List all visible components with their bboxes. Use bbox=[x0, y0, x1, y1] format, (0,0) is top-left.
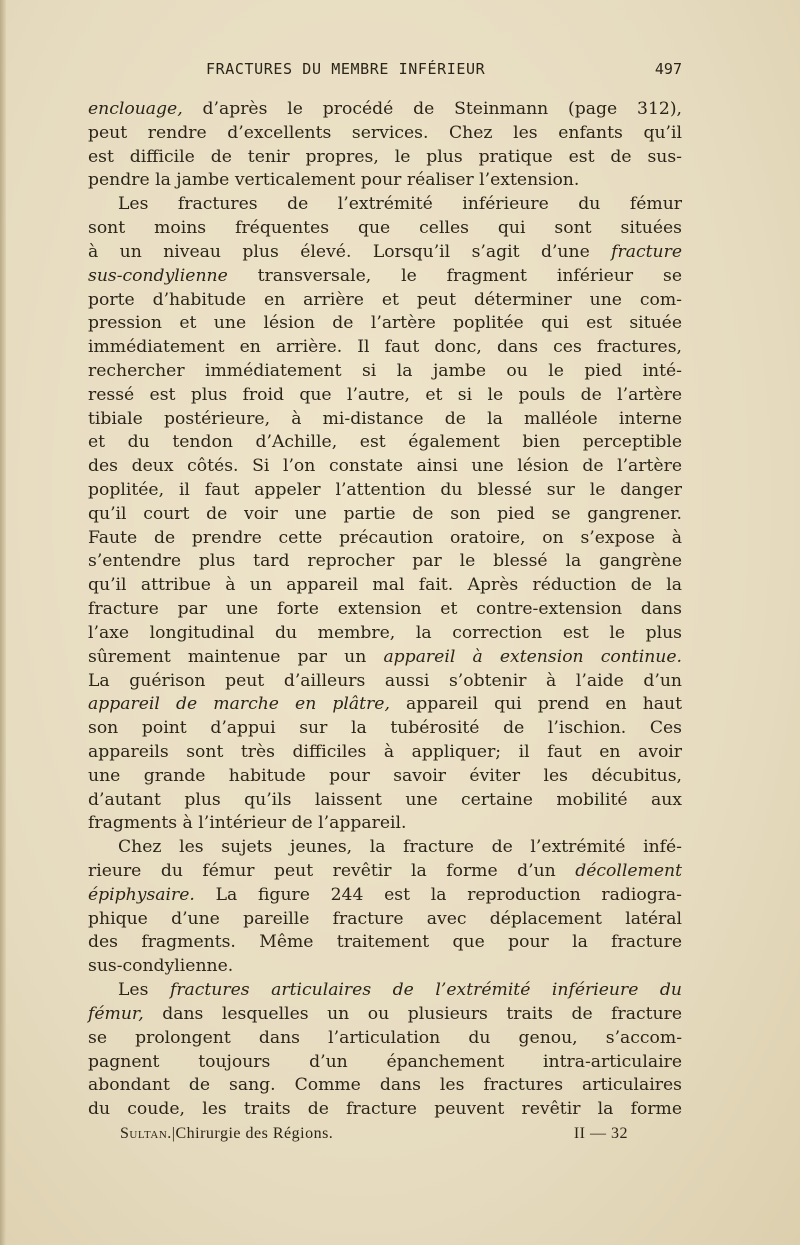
text-run: s’entendre plus tard reprocher par le blessé la gangrène bbox=[88, 551, 682, 572]
italic-text: enclouage, bbox=[88, 99, 183, 119]
text-line bbox=[88, 122, 682, 146]
footer-signature bbox=[574, 1125, 628, 1143]
text-run: appareils sont très difficiles à appliquer; il faut en avoir bbox=[88, 741, 682, 762]
text-run: l’axe longitudinal du membre, la correction est le plus bbox=[88, 622, 682, 643]
text-line bbox=[88, 503, 682, 527]
text-run: à un niveau plus élevé. Lorsqu’il s’agit d’une bbox=[88, 241, 612, 262]
text-line bbox=[88, 931, 682, 955]
text-run: Faute de prendre cette précaution oratoire, on s’expose à bbox=[88, 527, 682, 548]
text-line bbox=[88, 646, 682, 670]
text-line bbox=[88, 908, 682, 932]
text-run: appareil qui prend en haut bbox=[389, 694, 683, 715]
text-line bbox=[88, 622, 682, 646]
text-run: pagnent toujours d’un épanchement intra-articulaire bbox=[88, 1051, 682, 1072]
text-line bbox=[88, 527, 682, 551]
text-run: une grande habitude pour savoir éviter les décubitus, bbox=[88, 765, 682, 786]
text-line bbox=[88, 884, 682, 908]
text-run: se prolongent dans l’articulation du genou, s’accom- bbox=[88, 1027, 682, 1048]
text-line bbox=[88, 1003, 682, 1027]
text-line bbox=[88, 169, 682, 193]
text-line bbox=[88, 384, 682, 408]
text-run: est difficile de tenir propres, le plus pratique est de sus- bbox=[88, 146, 682, 167]
text-run: sont moins fréquentes que celles qui sont situées bbox=[88, 218, 682, 239]
italic-text: sus-condylienne bbox=[88, 265, 228, 286]
text-run: rieure du fémur peut revêtir la forme d’un bbox=[88, 861, 576, 881]
text-line bbox=[88, 360, 682, 384]
text-run: dans lesquelles un ou plusieurs traits de fracture bbox=[143, 1003, 682, 1024]
text-line bbox=[88, 98, 682, 122]
text-run: porte d’habitude en arrière et peut déterminer une com- bbox=[88, 289, 682, 310]
text-line bbox=[88, 289, 682, 313]
text-line bbox=[88, 479, 682, 503]
text-line bbox=[88, 241, 682, 265]
text-line bbox=[88, 217, 682, 241]
text-run: transversale, le fragment inférieur se bbox=[227, 265, 682, 286]
text-line bbox=[88, 789, 682, 813]
text-line bbox=[88, 550, 682, 574]
footer-citation: Sultan.|Chirurgie des Régions. bbox=[120, 1125, 334, 1142]
footer-author: Sultan. bbox=[120, 1125, 172, 1142]
text-line bbox=[88, 860, 682, 884]
italic-text: fracture bbox=[611, 241, 682, 262]
text-line bbox=[88, 431, 682, 455]
running-title: FRACTURES DU MEMBRE INFÉRIEUR bbox=[206, 60, 486, 78]
text-run: phique d’une pareille fracture avec déplacement latéral bbox=[88, 908, 682, 929]
page-footer bbox=[120, 1125, 628, 1149]
text-line bbox=[88, 1098, 682, 1122]
text-line bbox=[88, 741, 682, 765]
text-line bbox=[88, 193, 682, 217]
text-run: La guérison peut d’ailleurs aussi s’obtenir à l’aide d’un bbox=[88, 670, 682, 691]
text-line bbox=[88, 812, 682, 836]
text-line bbox=[88, 265, 682, 289]
text-line bbox=[88, 693, 682, 717]
text-line bbox=[88, 574, 682, 598]
text-line bbox=[88, 312, 682, 336]
text-run: Les bbox=[118, 980, 170, 1001]
text-run: qu’il attribue à un appareil mal fait. Après réduction de la bbox=[88, 575, 682, 596]
italic-text: fractures articulaires de l’extrémité inférieure du bbox=[169, 980, 682, 1001]
text-run: des fragments. Même traitement que pour la fracture bbox=[88, 932, 682, 953]
footer-book: Chirurgie des Régions. bbox=[175, 1125, 334, 1142]
text-line bbox=[88, 979, 682, 1003]
text-line bbox=[88, 717, 682, 741]
text-run: peut rendre d’excellents services. Chez les enfants qu’il bbox=[88, 122, 682, 143]
text-run: La figure 244 est la reproduction radiogra- bbox=[194, 884, 682, 905]
text-run: des deux côtés. Si l’on constate ainsi une lésion de l’artère bbox=[88, 456, 682, 477]
text-line bbox=[88, 455, 682, 479]
italic-text: épiphysaire. bbox=[88, 884, 195, 905]
text-run: immédiatement en arrière. Il faut donc, dans ces fractures, bbox=[88, 337, 682, 358]
page-edge bbox=[0, 0, 6, 1245]
text-run: du coude, les traits de fracture peuvent revêtir la forme bbox=[88, 1099, 682, 1120]
italic-text: appareil à extension continue. bbox=[383, 646, 682, 667]
body-text bbox=[88, 98, 682, 1122]
text-run: fragments à l’intérieur de l’appareil. bbox=[88, 813, 407, 834]
text-run: rechercher immédiatement si la jambe ou le pied inté- bbox=[88, 360, 682, 381]
italic-text: appareil de marche en plâtre, bbox=[88, 694, 390, 715]
text-line bbox=[88, 955, 682, 979]
text-line bbox=[88, 1027, 682, 1051]
footer-volume: II bbox=[573, 1125, 586, 1142]
text-line bbox=[88, 598, 682, 622]
text-line bbox=[88, 765, 682, 789]
text-run: pendre la jambe verticalement pour réaliser l’extension. bbox=[88, 170, 580, 191]
text-run: ressé est plus froid que l’autre, et si le pouls de l’artère bbox=[88, 384, 682, 405]
italic-text: décollement bbox=[575, 861, 682, 881]
text-run: pression et une lésion de l’artère poplitée qui est située bbox=[88, 313, 682, 334]
text-run: sûrement maintenue par un bbox=[88, 646, 384, 667]
text-run: tibiale postérieure, à mi-distance de la malléole interne bbox=[88, 408, 682, 429]
text-run: abondant de sang. Comme dans les fractures articulaires bbox=[88, 1075, 682, 1096]
text-line bbox=[88, 1051, 682, 1075]
text-run: d’après le procédé de Steinmann (page 312), bbox=[182, 99, 682, 119]
text-line bbox=[88, 146, 682, 170]
page-header bbox=[88, 60, 682, 84]
text-run: qu’il court de voir une partie de son pied se gangrener. bbox=[88, 503, 682, 524]
footer-dash: — bbox=[590, 1125, 607, 1142]
text-line bbox=[88, 408, 682, 432]
text-run: et du tendon d’Achille, est également bien perceptible bbox=[88, 432, 682, 453]
text-run: Les fractures de l’extrémité inférieure du fémur bbox=[118, 194, 682, 215]
text-line bbox=[88, 1074, 682, 1098]
text-run: fracture par une forte extension et contre-extension dans bbox=[88, 599, 682, 620]
text-run: Chez les sujets jeunes, la fracture de l’extrémité infé- bbox=[118, 837, 682, 858]
text-line bbox=[88, 336, 682, 360]
page-number: 497 bbox=[654, 60, 682, 78]
footer-sheet: 32 bbox=[611, 1125, 628, 1142]
text-run: d’autant plus qu’ils laissent une certaine mobilité aux bbox=[88, 789, 682, 810]
italic-text: fémur, bbox=[88, 1003, 144, 1024]
text-run: sus-condylienne. bbox=[88, 956, 234, 977]
text-line bbox=[88, 836, 682, 860]
text-line bbox=[88, 670, 682, 694]
text-run: son point d’appui sur la tubérosité de l’ischion. Ces bbox=[88, 718, 682, 739]
text-run: poplitée, il faut appeler l’attention du blessé sur le danger bbox=[88, 480, 682, 500]
